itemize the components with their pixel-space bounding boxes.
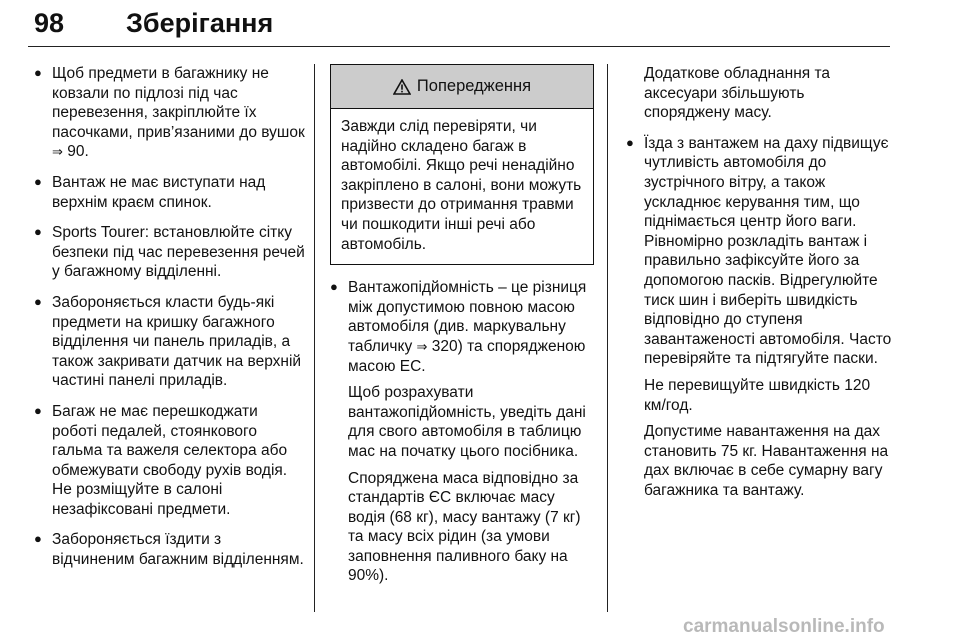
list-item: ● Вантаж не має виступати над верхнім краєм спинок. — [34, 173, 306, 212]
section-title: Зберігання — [126, 8, 274, 38]
paragraph: Не перевищуйте швидкість 120 км/год. — [644, 376, 871, 414]
warning-triangle-icon — [393, 79, 411, 95]
page-ref-arrow-icon: ⇒ — [416, 338, 428, 354]
list-item: ● Їзда з вантажем на даху підвищує чутливість автомобіля до зустрічного вітру, а також ускладнює керування тим, що піднімається центр його ваги. Рівномірно розкладіть вантаж і правильно зафіксуйте його за допомогою пасків. Відрегулюйте тиск шин і виберіть швидкість відповідно до ступеня завантаженості автомобіля. Часто перевіряйте та підтягуйте паски. — [626, 134, 892, 369]
warning-header — [331, 65, 593, 109]
bullet-list — [626, 134, 892, 369]
column-divider — [607, 64, 608, 612]
paragraph: Додаткове обладнання та аксесуари збільшують споряджену масу. — [644, 65, 830, 122]
list-item: ● Щоб предмети в багажнику не ковзали по підлозі під час перевезення, закріплюйте їх пасочками, прив’язаними до вушок ⇒ 90. — [34, 64, 306, 162]
column-divider — [314, 64, 315, 612]
column-3 — [626, 64, 892, 507]
warning-text: Завжди слід перевіряти, чи надійно складено багаж в автомобілі. Якщо речі ненадійно закріплено в салоні, вони можуть призвести до отримання травми чи пошкодити інші речі або автомобіль. — [341, 118, 582, 253]
list-item: ● Багаж не має перешкоджати роботі педалей, стоянкового гальма та важеля селектора або обмежувати свободу рухів водія. Не розміщуйте в салоні незафіксовані предмети. — [34, 402, 306, 520]
page-ref: 90 — [67, 143, 85, 161]
list-item: ● Sports Tourer: встановлюйте сітку безпеки під час перевезення речей у багажному відділенні. — [34, 223, 306, 282]
paragraph: Допустиме навантаження на дах становить 75 кг. Навантаження на дах включає в себе сумарну вагу багажника та вантажу. — [644, 423, 889, 499]
column-1 — [34, 64, 306, 581]
page-number: 98 — [34, 8, 65, 38]
watermark: carmanualsonline.info — [683, 616, 885, 637]
list-item: ● Забороняється класти будь-які предмети на кришку багажного відділення чи панель приладів, а також закривати датчик на верхній частині панелі приладів. — [34, 293, 306, 391]
bullet-list — [34, 64, 306, 570]
bullet-list — [330, 278, 594, 376]
list-item: ● Вантажопідйомність – це різниця між допустимою повною масою автомобіля (див. маркувальну табличку ⇒ 320) та спорядженою масою ЕС. — [330, 278, 594, 376]
paragraph: Споряджена маса відповідно за стандартів ЄС включає масу водія (68 кг), масу вантажу (7 кг) та масу всіх рідин (за умови заповнення паливного баку на 90%). — [348, 469, 581, 585]
page-header — [28, 6, 890, 47]
page-ref: 320 — [431, 337, 458, 355]
warning-title: Попередження — [416, 76, 532, 95]
paragraph: Щоб розрахувати вантажопідйомність, уведіть дані для свого автомобіля в таблицю мас на початку цього посібника. — [348, 384, 586, 460]
warning-box — [330, 64, 594, 265]
page-ref-arrow-icon: ⇒ — [52, 144, 63, 160]
column-2 — [330, 64, 594, 593]
list-item: ● Забороняється їздити з відчиненим багажним відділенням. — [34, 530, 306, 569]
